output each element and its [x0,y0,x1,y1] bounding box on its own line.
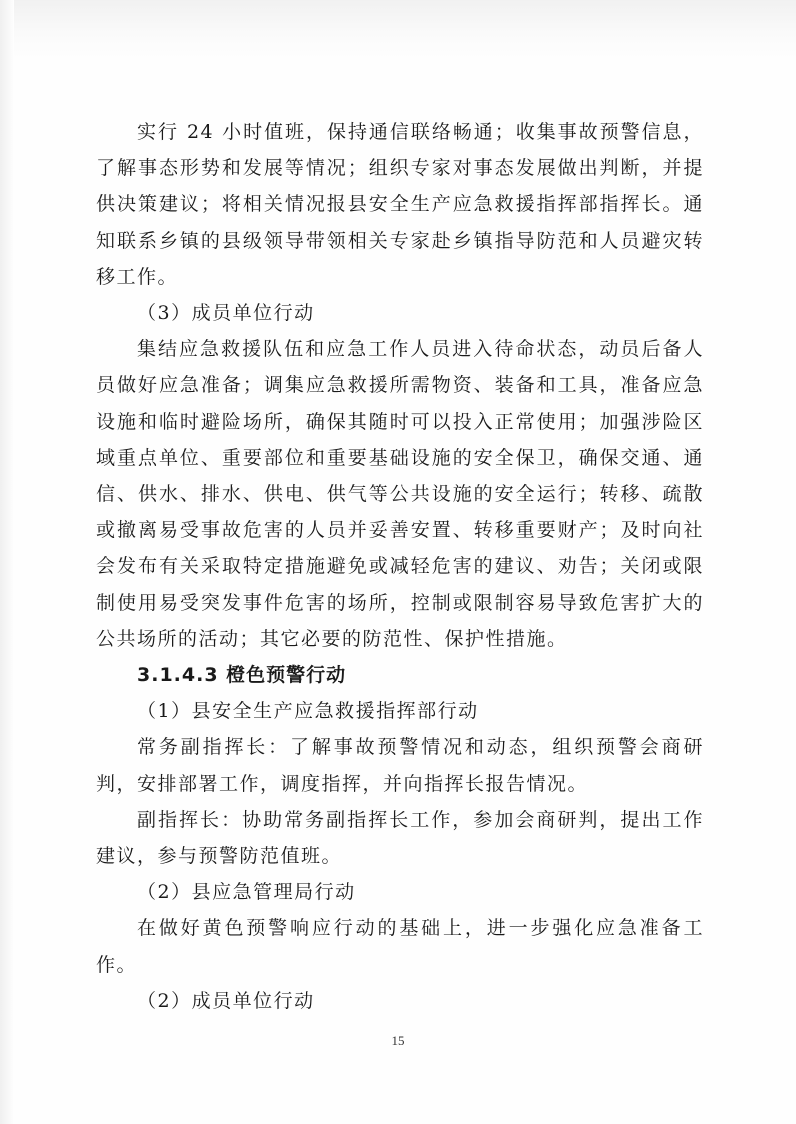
page-number: 15 [391,1033,405,1048]
paragraph-duty-shift: 实行 24 小时值班，保持通信联络畅通；收集事故预警信息，了解事态形势和发展等情况；组织专家对事态发展做出判断，并提供决策建议；将相关情况报县安全生产应急救援指挥部指挥长。通知联系乡镇的县级领导带领相关专家赴乡镇指导防范和人员避灾转移工作。 [96,121,704,288]
paragraph-deputy-commander: 副指挥长：协助常务副指挥长工作，参加会商研判，提出工作建议，参与预警防范值班。 [96,808,704,868]
subheading-member-units-action: （3）成员单位行动 [137,302,315,325]
paragraph-member-units-measures: 集结应急救援队伍和应急工作人员进入待命状态，动员后备人员做好应急准备；调集应急救援所需物资、装备和工具，准备应急设施和临时避险场所，确保其随时可以投入正常使用；加强涉险区域重点单位、重要部位和重要基础设施的安全保卫，确保交通、通信、供水、排水、供电、供气等公共设施的安全运行；转移、疏散或撤离易受事故危害的人员并妥善安置、转移重要财产；及时向社会发布有关采取特定措施避免或减轻危害的建议、劝告；关闭或限制使用易受突发事件危害的场所，控制或限制容易导致危害扩大的公共场所的活动；其它必要的防范性、保护性措施。 [96,338,704,650]
subheading-emergency-bureau-action: （2）县应急管理局行动 [137,881,356,904]
document-body [96,114,704,1019]
scan-shadow-top [0,0,796,60]
subheading-member-units-action-2: （2）成员单位行动 [137,989,315,1012]
subheading-command-action: （1）县安全生产应急救援指挥部行动 [137,700,479,723]
scan-shadow-left [0,0,14,1124]
paragraph-strengthen-preparation: 在做好黄色预警响应行动的基础上，进一步强化应急准备工作。 [96,917,704,976]
section-heading-orange-warning: 3.1.4.3 橙色预警行动 [137,664,347,687]
paragraph-executive-deputy-commander: 常务副指挥长：了解事故预警情况和动态，组织预警会商研判，安排部署工作，调度指挥，并向指挥长报告情况。 [96,736,704,795]
